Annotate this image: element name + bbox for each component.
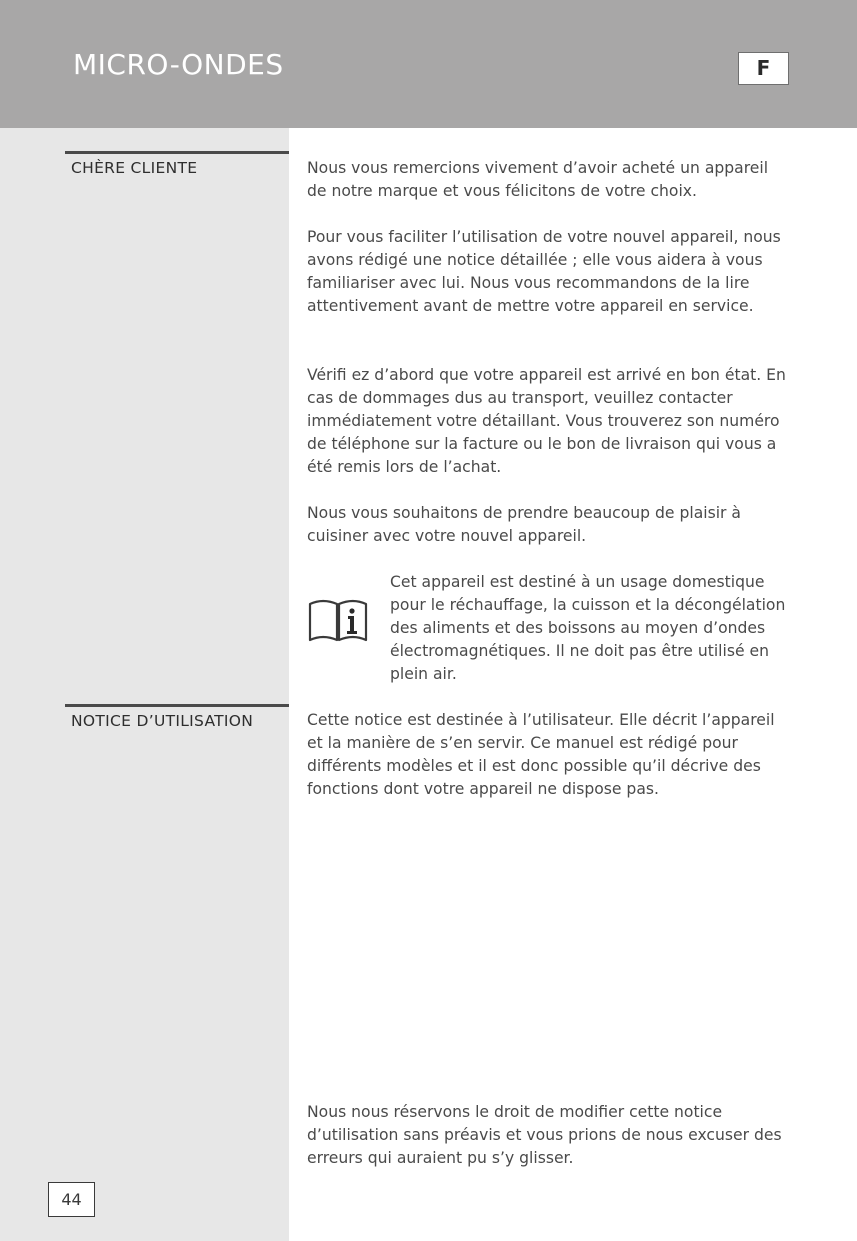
paragraph-notice-intro: Pour vous faciliter l’utilisation de votre nouvel appareil, nous avons rédigé une notice détaillée ; elle vous aidera à vous familiariser avec lui. Nous vous recommandons de la lire attentivement avant de mettre votre appareil en service.: [307, 228, 781, 315]
sidebar-column: [0, 128, 289, 1241]
language-badge: F: [738, 52, 789, 85]
section-label-notice: [65, 704, 289, 730]
paragraph-thanks: Nous vous remercions vivement d’avoir acheté un appareil de notre marque et vous félicitons de votre choix.: [307, 159, 769, 200]
page-number: 44: [48, 1182, 95, 1217]
section-label-text: CHÈRE CLIENTE: [71, 159, 198, 177]
page-title: MICRO-ONDES: [73, 48, 284, 81]
footer-disclaimer: Nous nous réservons le droit de modifier cette notice d’utilisation sans préavis et vous prions de nous excuser des erreurs qui auraient pu s’y glisser.: [307, 1103, 782, 1167]
info-manual-icon: [308, 598, 368, 642]
paragraph-notice-description: Cette notice est destinée à l’utilisateur. Elle décrit l’appareil et la manière de s’en servir. Ce manuel est rédigé pour différents modèles et il est donc possible qu’il décrive des fonctions dont votre appareil ne dispose pas.: [307, 711, 775, 798]
page-header: [0, 0, 857, 128]
section-label-text: NOTICE D’UTILISATION: [71, 712, 254, 730]
paragraph-check-condition: Vérifi ez d’abord que votre appareil est arrivé en bon état. En cas de dommages dus au transport, veuillez contacter immédiatement votre détaillant. Vous trouverez son numéro de téléphone sur la facture ou le bon de livraison qui vous a été remis lors de l’achat.: [307, 366, 786, 476]
paragraph-wishes: Nous vous souhaitons de prendre beaucoup de plaisir à cuisiner avec votre nouvel appareil.: [307, 504, 741, 545]
info-note-text: Cet appareil est destiné à un usage domestique pour le réchauffage, la cuisson et la décongélation des aliments et des boissons au moyen d’ondes électromagnétiques. Il ne doit pas être utilisé en plein air.: [390, 573, 786, 683]
section-label-chere-cliente: [65, 151, 289, 177]
